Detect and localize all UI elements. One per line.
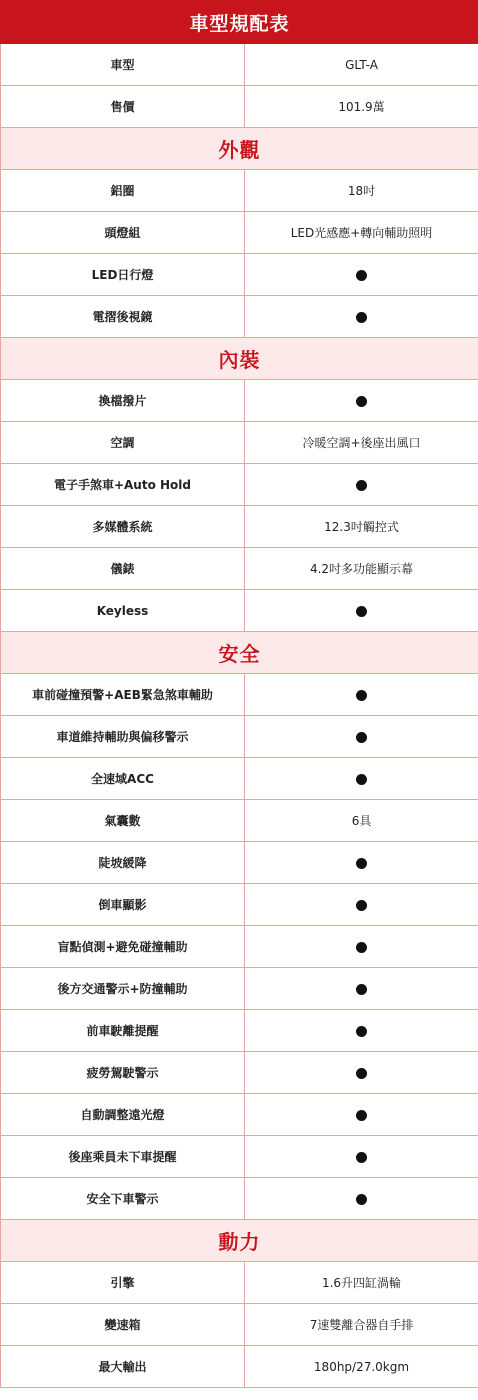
spec-label: 電摺後視鏡 (1, 296, 245, 338)
table-row (1, 926, 478, 968)
filled-circle-icon (356, 774, 367, 785)
section-heading: 安全 (1, 632, 478, 674)
table-row (1, 380, 478, 422)
table-title: 車型規配表 (1, 1, 478, 44)
table-row (1, 758, 478, 800)
spec-value-included (245, 254, 478, 296)
table-row (1, 1136, 478, 1178)
spec-value: 180hp/27.0kgm (245, 1346, 478, 1388)
spec-label: 氣囊數 (1, 800, 245, 842)
table-row (1, 1010, 478, 1052)
spec-label: 電子手煞車+Auto Hold (1, 464, 245, 506)
spec-label: 陡坡緩降 (1, 842, 245, 884)
spec-label: 盲點偵測+避免碰撞輔助 (1, 926, 245, 968)
spec-label: 車前碰撞預警+AEB緊急煞車輔助 (1, 674, 245, 716)
table-row (1, 44, 478, 86)
spec-label: 後方交通警示+防撞輔助 (1, 968, 245, 1010)
filled-circle-icon (356, 1026, 367, 1037)
spec-label: 頭燈組 (1, 212, 245, 254)
table-row (1, 674, 478, 716)
spec-value-included (245, 884, 478, 926)
spec-label: 鋁圈 (1, 170, 245, 212)
filled-circle-icon (356, 1110, 367, 1121)
spec-value: 18吋 (245, 170, 478, 212)
spec-label: Keyless (1, 590, 245, 632)
table-row (1, 464, 478, 506)
spec-label: 引擎 (1, 1262, 245, 1304)
section-heading: 動力 (1, 1220, 478, 1262)
filled-circle-icon (356, 396, 367, 407)
spec-value-included (245, 296, 478, 338)
spec-value: 6具 (245, 800, 478, 842)
section-heading: 內裝 (1, 338, 478, 380)
spec-label: 換檔撥片 (1, 380, 245, 422)
filled-circle-icon (356, 942, 367, 953)
spec-value: LED光感應+轉向輔助照明 (245, 212, 478, 254)
filled-circle-icon (356, 1152, 367, 1163)
spec-label: 自動調整遠光燈 (1, 1094, 245, 1136)
spec-value-included (245, 716, 478, 758)
spec-value-included (245, 1136, 478, 1178)
spec-label: 空調 (1, 422, 245, 464)
table-row (1, 254, 478, 296)
spec-value-included (245, 758, 478, 800)
spec-label: 前車駛離提醒 (1, 1010, 245, 1052)
spec-label: 多媒體系統 (1, 506, 245, 548)
spec-value-included (245, 380, 478, 422)
filled-circle-icon (356, 984, 367, 995)
spec-label: 疲勞駕駛警示 (1, 1052, 245, 1094)
section-header-row (1, 632, 478, 674)
filled-circle-icon (356, 270, 367, 281)
spec-value-included (245, 926, 478, 968)
spec-table-body (1, 1, 478, 1388)
table-row (1, 1052, 478, 1094)
spec-label: 車道維持輔助與偏移警示 (1, 716, 245, 758)
table-row (1, 422, 478, 464)
spec-value: GLT-A (245, 44, 478, 86)
filled-circle-icon (356, 690, 367, 701)
spec-label: 售價 (1, 86, 245, 128)
spec-label: 後座乘員未下車提醒 (1, 1136, 245, 1178)
table-row (1, 170, 478, 212)
title-row (1, 1, 478, 44)
table-row (1, 1178, 478, 1220)
table-row (1, 506, 478, 548)
table-row (1, 884, 478, 926)
spec-value-included (245, 842, 478, 884)
spec-value-included (245, 1094, 478, 1136)
spec-value-included (245, 968, 478, 1010)
table-row (1, 800, 478, 842)
spec-value-included (245, 1010, 478, 1052)
filled-circle-icon (356, 480, 367, 491)
section-heading: 外觀 (1, 128, 478, 170)
filled-circle-icon (356, 900, 367, 911)
filled-circle-icon (356, 606, 367, 617)
spec-value: 4.2吋多功能顯示幕 (245, 548, 478, 590)
spec-value: 101.9萬 (245, 86, 478, 128)
spec-value: 7速雙離合器自手排 (245, 1304, 478, 1346)
section-header-row (1, 1220, 478, 1262)
table-row (1, 842, 478, 884)
table-row (1, 86, 478, 128)
spec-label: 變速箱 (1, 1304, 245, 1346)
spec-value-included (245, 590, 478, 632)
spec-value-included (245, 674, 478, 716)
table-row (1, 968, 478, 1010)
spec-label: 最大輸出 (1, 1346, 245, 1388)
table-row (1, 590, 478, 632)
spec-label: 安全下車警示 (1, 1178, 245, 1220)
spec-label: LED日行燈 (1, 254, 245, 296)
section-header-row (1, 338, 478, 380)
spec-value: 1.6升四缸渦輪 (245, 1262, 478, 1304)
table-row (1, 1346, 478, 1388)
spec-value-included (245, 1052, 478, 1094)
table-row (1, 548, 478, 590)
table-row (1, 716, 478, 758)
table-row (1, 212, 478, 254)
filled-circle-icon (356, 312, 367, 323)
filled-circle-icon (356, 1194, 367, 1205)
spec-value: 冷暖空調+後座出風口 (245, 422, 478, 464)
spec-label: 倒車顯影 (1, 884, 245, 926)
spec-label: 儀錶 (1, 548, 245, 590)
table-row (1, 1094, 478, 1136)
table-row (1, 1262, 478, 1304)
filled-circle-icon (356, 1068, 367, 1079)
filled-circle-icon (356, 732, 367, 743)
section-header-row (1, 128, 478, 170)
spec-value-included (245, 1178, 478, 1220)
spec-label: 車型 (1, 44, 245, 86)
spec-value: 12.3吋觸控式 (245, 506, 478, 548)
spec-value-included (245, 464, 478, 506)
spec-label: 全速域ACC (1, 758, 245, 800)
table-row (1, 296, 478, 338)
table-row (1, 1304, 478, 1346)
filled-circle-icon (356, 858, 367, 869)
